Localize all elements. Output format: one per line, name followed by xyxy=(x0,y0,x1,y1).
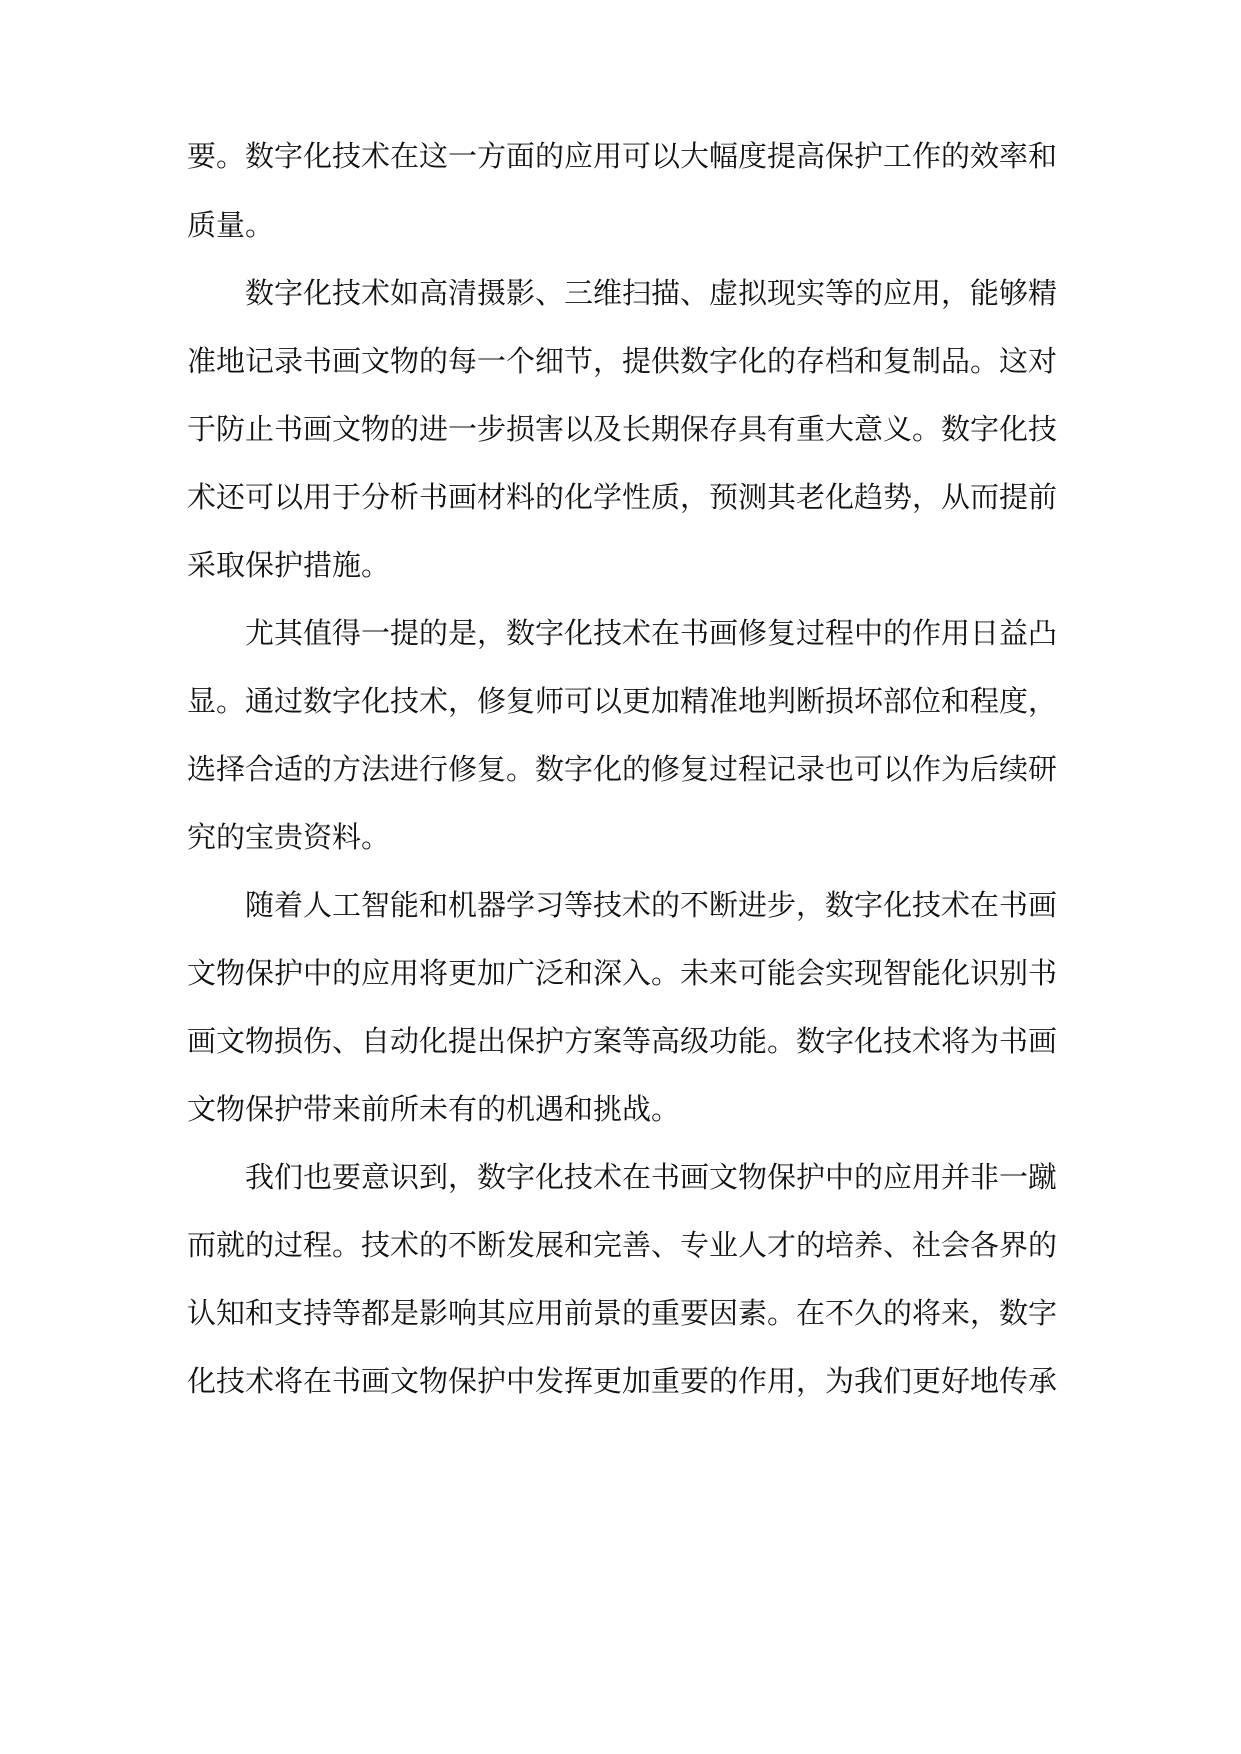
paragraph-5-line-1: 我们也要意识到，数字化技术在书画文物保护中的应用并非一蹴 xyxy=(245,1160,1058,1194)
paragraph-5-line-3: 认知和支持等都是影响其应用前景的重要因素。在不久的将来，数字 xyxy=(187,1296,1058,1330)
paragraph-3-line-1: 尤其值得一提的是，数字化技术在书画修复过程中的作用日益凸 xyxy=(245,616,1058,650)
paragraph-1-line-2: 质量。 xyxy=(187,208,275,242)
paragraph-3-line-3: 选择合适的方法进行修复。数字化的修复过程记录也可以作为后续研 xyxy=(187,752,1058,786)
paragraph-2-line-5: 采取保护措施。 xyxy=(187,548,391,582)
paragraph-4-line-1: 随着人工智能和机器学习等技术的不断进步，数字化技术在书画 xyxy=(245,888,1058,922)
paragraph-3-line-4: 究的宝贵资料。 xyxy=(187,820,391,854)
paragraph-4-line-4: 文物保护带来前所未有的机遇和挑战。 xyxy=(187,1092,681,1126)
paragraph-1-line-1: 要。数字化技术在这一方面的应用可以大幅度提高保护工作的效率和 xyxy=(187,139,1058,173)
paragraph-4-line-3: 画文物损伤、自动化提出保护方案等高级功能。数字化技术将为书画 xyxy=(187,1024,1058,1058)
paragraph-3-line-2: 显。通过数字化技术，修复师可以更加精准地判断损坏部位和程度， xyxy=(187,684,1058,718)
paragraph-5-line-2: 而就的过程。技术的不断发展和完善、专业人才的培养、社会各界的 xyxy=(187,1228,1058,1262)
paragraph-4-line-2: 文物保护中的应用将更加广泛和深入。未来可能会实现智能化识别书 xyxy=(187,956,1058,990)
paragraph-2-line-1: 数字化技术如高清摄影、三维扫描、虚拟现实等的应用，能够精 xyxy=(245,276,1058,310)
paragraph-2-line-4: 术还可以用于分析书画材料的化学性质，预测其老化趋势，从而提前 xyxy=(187,480,1058,514)
paragraph-5-line-4: 化技术将在书画文物保护中发挥更加重要的作用，为我们更好地传承 xyxy=(187,1364,1058,1398)
paragraph-2-line-3: 于防止书画文物的进一步损害以及长期保存具有重大意义。数字化技 xyxy=(187,412,1058,446)
paragraph-2-line-2: 准地记录书画文物的每一个细节，提供数字化的存档和复制品。这对 xyxy=(187,344,1058,378)
